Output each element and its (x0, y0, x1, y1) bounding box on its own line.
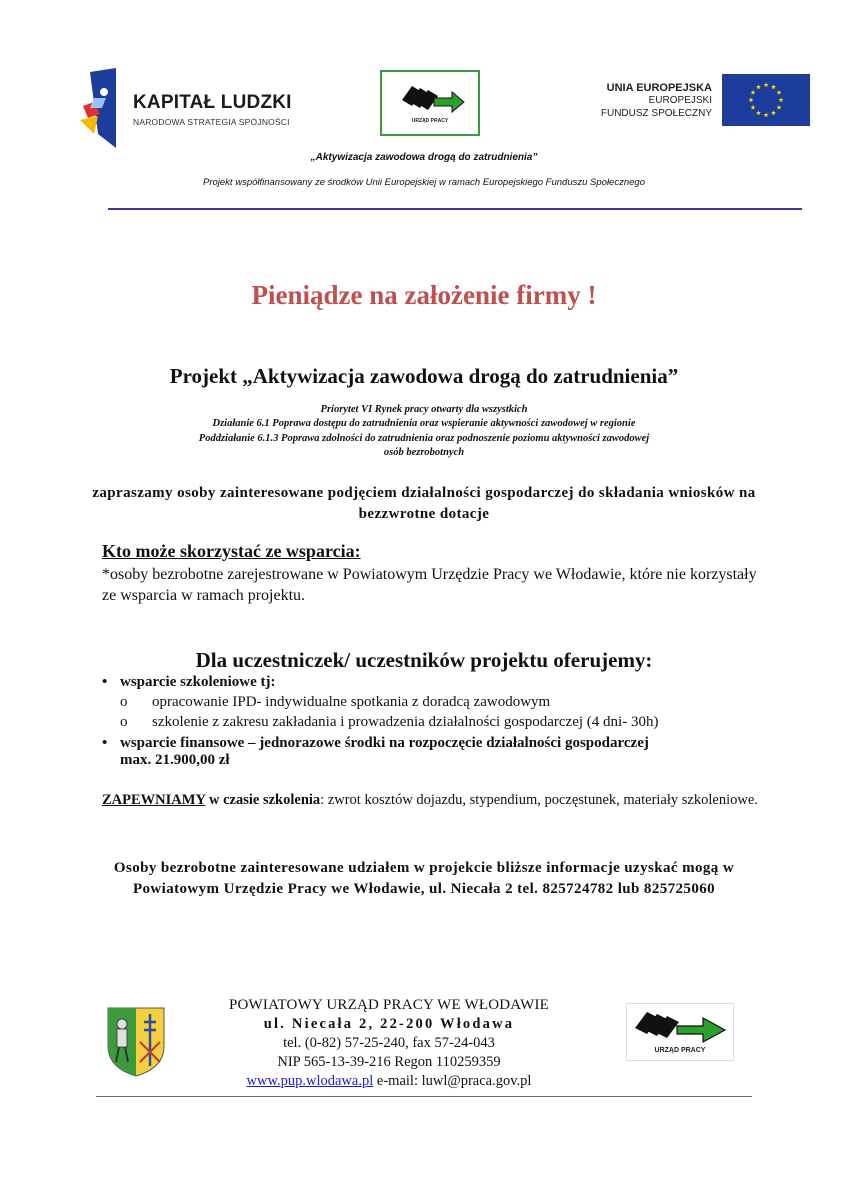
footer-address: ul. Niecała 2, 22-200 Włodawa (263, 1016, 515, 1032)
footer-nip: NIP 565-13-39-216 Regon 110259359 (277, 1054, 501, 1070)
invitation-text: zapraszamy osoby zainteresowane podjęciem działalności gospodarczej do składania wniosków na bezzwrotne dotacje (92, 485, 756, 522)
priority-line: Poddziałanie 6.1.3 Poprawa zdolności do zatrudnienia oraz podnoszenie poziomu aktywności zawodowej (198, 433, 650, 444)
header-subtitle: Projekt współfinansowany ze środków Unii Europejskiej w ramach Europejskiego Funduszu Społecznego (203, 177, 645, 188)
footer-phone: tel. (0-82) 57-25-240, fax 57-24-043 (283, 1035, 495, 1051)
assurance-bold-text: w czasie szkolenia (205, 792, 321, 808)
urzad-pracy-logo-label: URZĄD PRACY (411, 118, 449, 124)
footer-office-name: POWIATOWY URZĄD PRACY WE WŁODAWIE (228, 997, 550, 1013)
urzad-pracy-logo-icon (380, 70, 480, 136)
coat-of-arms-icon (106, 1006, 166, 1078)
who-text: *osoby bezrobotne zarejestrowane w Powiatowym Urzędzie Pracy we Włodawie, które nie korzystały ze wsparcia w ramach projektu. (102, 566, 757, 604)
assurance-paragraph (102, 790, 762, 811)
list-item-text: wsparcie finansowe – jednorazowe środki na rozpoczęcie działalności gospodarczej (120, 735, 649, 751)
amount-text: max. 21.900,00 zł (120, 752, 230, 768)
priority-line: Priorytet VI Rynek pracy otwarty dla wszystkich (320, 404, 528, 415)
urzad-pracy-logo-label: URZĄD PRACY (654, 1047, 706, 1054)
sub-list-item-text: szkolenie z zakresu zakładania i prowadzenia działalności gospodarczej (4 dni- 30h) (152, 714, 659, 730)
priority-line: Działanie 6.1 Poprawa dostępu do zatrudnienia oraz wspieranie aktywności zawodowej w regionie (212, 418, 636, 429)
kapital-ludzki-subtitle: NARODOWA STRATEGIA SPÓJNOŚCI (133, 117, 290, 127)
sub-bullet-icon: o (120, 694, 128, 710)
bullet-icon: • (102, 674, 108, 690)
header-title: „Aktywizacja zawodowa drogą do zatrudnienia” (310, 152, 538, 163)
unia-line3: FUNDUSZ SPOŁECZNY (600, 108, 712, 119)
eu-flag-icon (722, 74, 810, 126)
unia-line2: EUROPEJSKI (648, 95, 712, 106)
unia-line1: UNIA EUROPEJSKA (606, 82, 712, 94)
website-link[interactable]: www.pup.wlodawa.pl (246, 1073, 374, 1089)
footer-address-block (196, 996, 582, 1091)
who-heading: Kto może skorzystać ze wsparcia: (102, 541, 361, 561)
assurance-keyword: ZAPEWNIAMY (102, 792, 206, 808)
footer-divider (96, 1096, 752, 1097)
contact-info: Osoby bezrobotne zainteresowane udziałem w projekcie bliższe informacje uzyskać mogą w Powiatowym Urzędzie Pracy we Włodawie, ul. Niecała 2 tel. 825724782 lub 825725060 (113, 860, 735, 897)
header-divider (108, 208, 802, 210)
assurance-rest-text: : zwrot kosztów dojazdu, stypendium, poczęstunek, materiały szkoleniowe. (320, 792, 758, 808)
list-item-text: wsparcie szkoleniowe tj: (120, 674, 276, 690)
offer-heading: Dla uczestniczek/ uczestników projektu oferujemy: (195, 648, 653, 672)
priority-line: osób bezrobotnych (383, 447, 465, 458)
footer-contact-line (196, 1072, 582, 1091)
project-title: Projekt „Aktywizacja zawodowa drogą do zatrudnienia” (169, 364, 679, 388)
sub-bullet-icon: o (120, 714, 128, 730)
bullet-icon: • (102, 735, 108, 751)
urzad-pracy-logo-icon (626, 1003, 734, 1061)
kapital-ludzki-name: KAPITAŁ LUDZKI (133, 92, 292, 113)
sub-list-item-text: opracowanie IPD- indywidualne spotkania z doradcą zawodowym (152, 694, 551, 710)
main-title: Pieniądze na założenie firmy ! (251, 280, 597, 310)
footer-email: e-mail: luwl@praca.gov.pl (373, 1073, 532, 1089)
